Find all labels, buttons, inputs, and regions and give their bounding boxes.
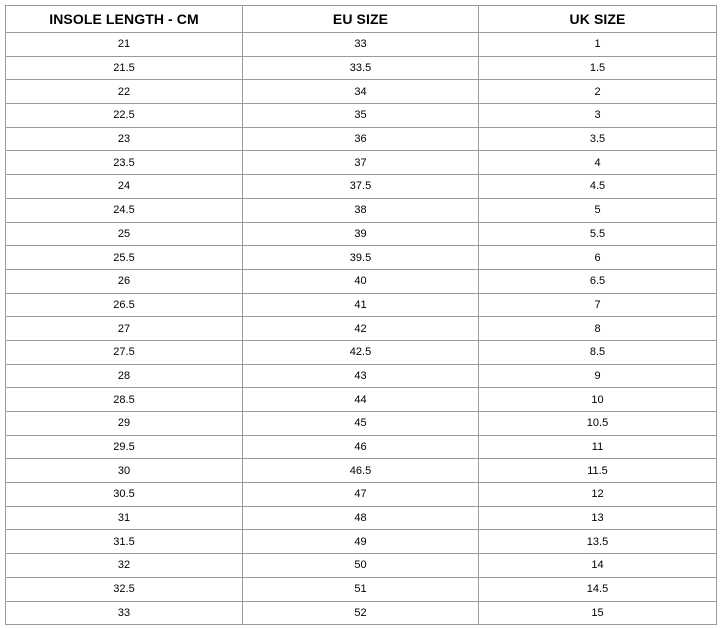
insole-length-cell: 21.5 (6, 56, 243, 80)
table-row (6, 601, 717, 625)
eu-size-cell: 39 (243, 222, 479, 246)
eu-size-cell: 42 (243, 317, 479, 341)
uk-size-cell: 6.5 (479, 269, 717, 293)
eu-size-cell: 39.5 (243, 246, 479, 270)
table-row (6, 269, 717, 293)
insole-length-cell: 25 (6, 222, 243, 246)
eu-size-cell: 41 (243, 293, 479, 317)
eu-size-cell: 37 (243, 151, 479, 175)
insole-length-cell: 32 (6, 554, 243, 578)
eu-size-cell: 51 (243, 577, 479, 601)
insole-length-cell: 24 (6, 175, 243, 199)
uk-size-cell: 15 (479, 601, 717, 625)
table-row (6, 56, 717, 80)
uk-size-cell: 5 (479, 198, 717, 222)
insole-length-cell: 23.5 (6, 151, 243, 175)
uk-size-cell: 12 (479, 483, 717, 507)
insole-length-cell: 32.5 (6, 577, 243, 601)
header-uk-size: UK SIZE (479, 6, 717, 33)
uk-size-cell: 10.5 (479, 412, 717, 436)
uk-size-cell: 14.5 (479, 577, 717, 601)
uk-size-cell: 4 (479, 151, 717, 175)
uk-size-cell: 13 (479, 506, 717, 530)
uk-size-cell: 5.5 (479, 222, 717, 246)
table-row (6, 364, 717, 388)
eu-size-cell: 36 (243, 127, 479, 151)
insole-length-cell: 30 (6, 459, 243, 483)
table-row (6, 104, 717, 128)
uk-size-cell: 11.5 (479, 459, 717, 483)
eu-size-cell: 42.5 (243, 340, 479, 364)
table-row (6, 388, 717, 412)
insole-length-cell: 25.5 (6, 246, 243, 270)
uk-size-cell: 1.5 (479, 56, 717, 80)
uk-size-cell: 1 (479, 33, 717, 57)
table-row (6, 293, 717, 317)
table-row (6, 127, 717, 151)
eu-size-cell: 46 (243, 435, 479, 459)
insole-length-cell: 23 (6, 127, 243, 151)
insole-length-cell: 29.5 (6, 435, 243, 459)
header-eu-size: EU SIZE (243, 6, 479, 33)
table-row (6, 222, 717, 246)
uk-size-cell: 13.5 (479, 530, 717, 554)
eu-size-cell: 44 (243, 388, 479, 412)
eu-size-cell: 48 (243, 506, 479, 530)
table-row (6, 554, 717, 578)
table-row (6, 530, 717, 554)
eu-size-cell: 52 (243, 601, 479, 625)
header-row (6, 6, 717, 33)
uk-size-cell: 10 (479, 388, 717, 412)
table-row (6, 483, 717, 507)
header-insole-length: INSOLE LENGTH - CM (6, 6, 243, 33)
table-row (6, 435, 717, 459)
eu-size-cell: 33.5 (243, 56, 479, 80)
eu-size-cell: 34 (243, 80, 479, 104)
eu-size-cell: 37.5 (243, 175, 479, 199)
insole-length-cell: 30.5 (6, 483, 243, 507)
insole-length-cell: 28.5 (6, 388, 243, 412)
insole-length-cell: 21 (6, 33, 243, 57)
table-row (6, 33, 717, 57)
uk-size-cell: 2 (479, 80, 717, 104)
uk-size-cell: 9 (479, 364, 717, 388)
table-body (6, 33, 717, 625)
eu-size-cell: 50 (243, 554, 479, 578)
eu-size-cell: 33 (243, 33, 479, 57)
insole-length-cell: 31.5 (6, 530, 243, 554)
eu-size-cell: 35 (243, 104, 479, 128)
table-row (6, 340, 717, 364)
eu-size-cell: 46.5 (243, 459, 479, 483)
table-header (6, 6, 717, 33)
table-row (6, 151, 717, 175)
insole-length-cell: 27.5 (6, 340, 243, 364)
uk-size-cell: 7 (479, 293, 717, 317)
insole-length-cell: 24.5 (6, 198, 243, 222)
insole-length-cell: 29 (6, 412, 243, 436)
uk-size-cell: 3 (479, 104, 717, 128)
insole-length-cell: 31 (6, 506, 243, 530)
uk-size-cell: 8 (479, 317, 717, 341)
uk-size-cell: 4.5 (479, 175, 717, 199)
table-row (6, 175, 717, 199)
insole-length-cell: 28 (6, 364, 243, 388)
table-row (6, 412, 717, 436)
insole-length-cell: 26 (6, 269, 243, 293)
eu-size-cell: 49 (243, 530, 479, 554)
insole-length-cell: 26.5 (6, 293, 243, 317)
uk-size-cell: 6 (479, 246, 717, 270)
insole-length-cell: 27 (6, 317, 243, 341)
insole-length-cell: 22 (6, 80, 243, 104)
eu-size-cell: 43 (243, 364, 479, 388)
insole-length-cell: 22.5 (6, 104, 243, 128)
uk-size-cell: 11 (479, 435, 717, 459)
table-row (6, 577, 717, 601)
table-row (6, 459, 717, 483)
uk-size-cell: 3.5 (479, 127, 717, 151)
uk-size-cell: 14 (479, 554, 717, 578)
eu-size-cell: 38 (243, 198, 479, 222)
table-row (6, 246, 717, 270)
uk-size-cell: 8.5 (479, 340, 717, 364)
table-row (6, 80, 717, 104)
eu-size-cell: 40 (243, 269, 479, 293)
size-chart-table (5, 5, 717, 625)
table-row (6, 506, 717, 530)
table-row (6, 317, 717, 341)
insole-length-cell: 33 (6, 601, 243, 625)
eu-size-cell: 47 (243, 483, 479, 507)
eu-size-cell: 45 (243, 412, 479, 436)
table-row (6, 198, 717, 222)
